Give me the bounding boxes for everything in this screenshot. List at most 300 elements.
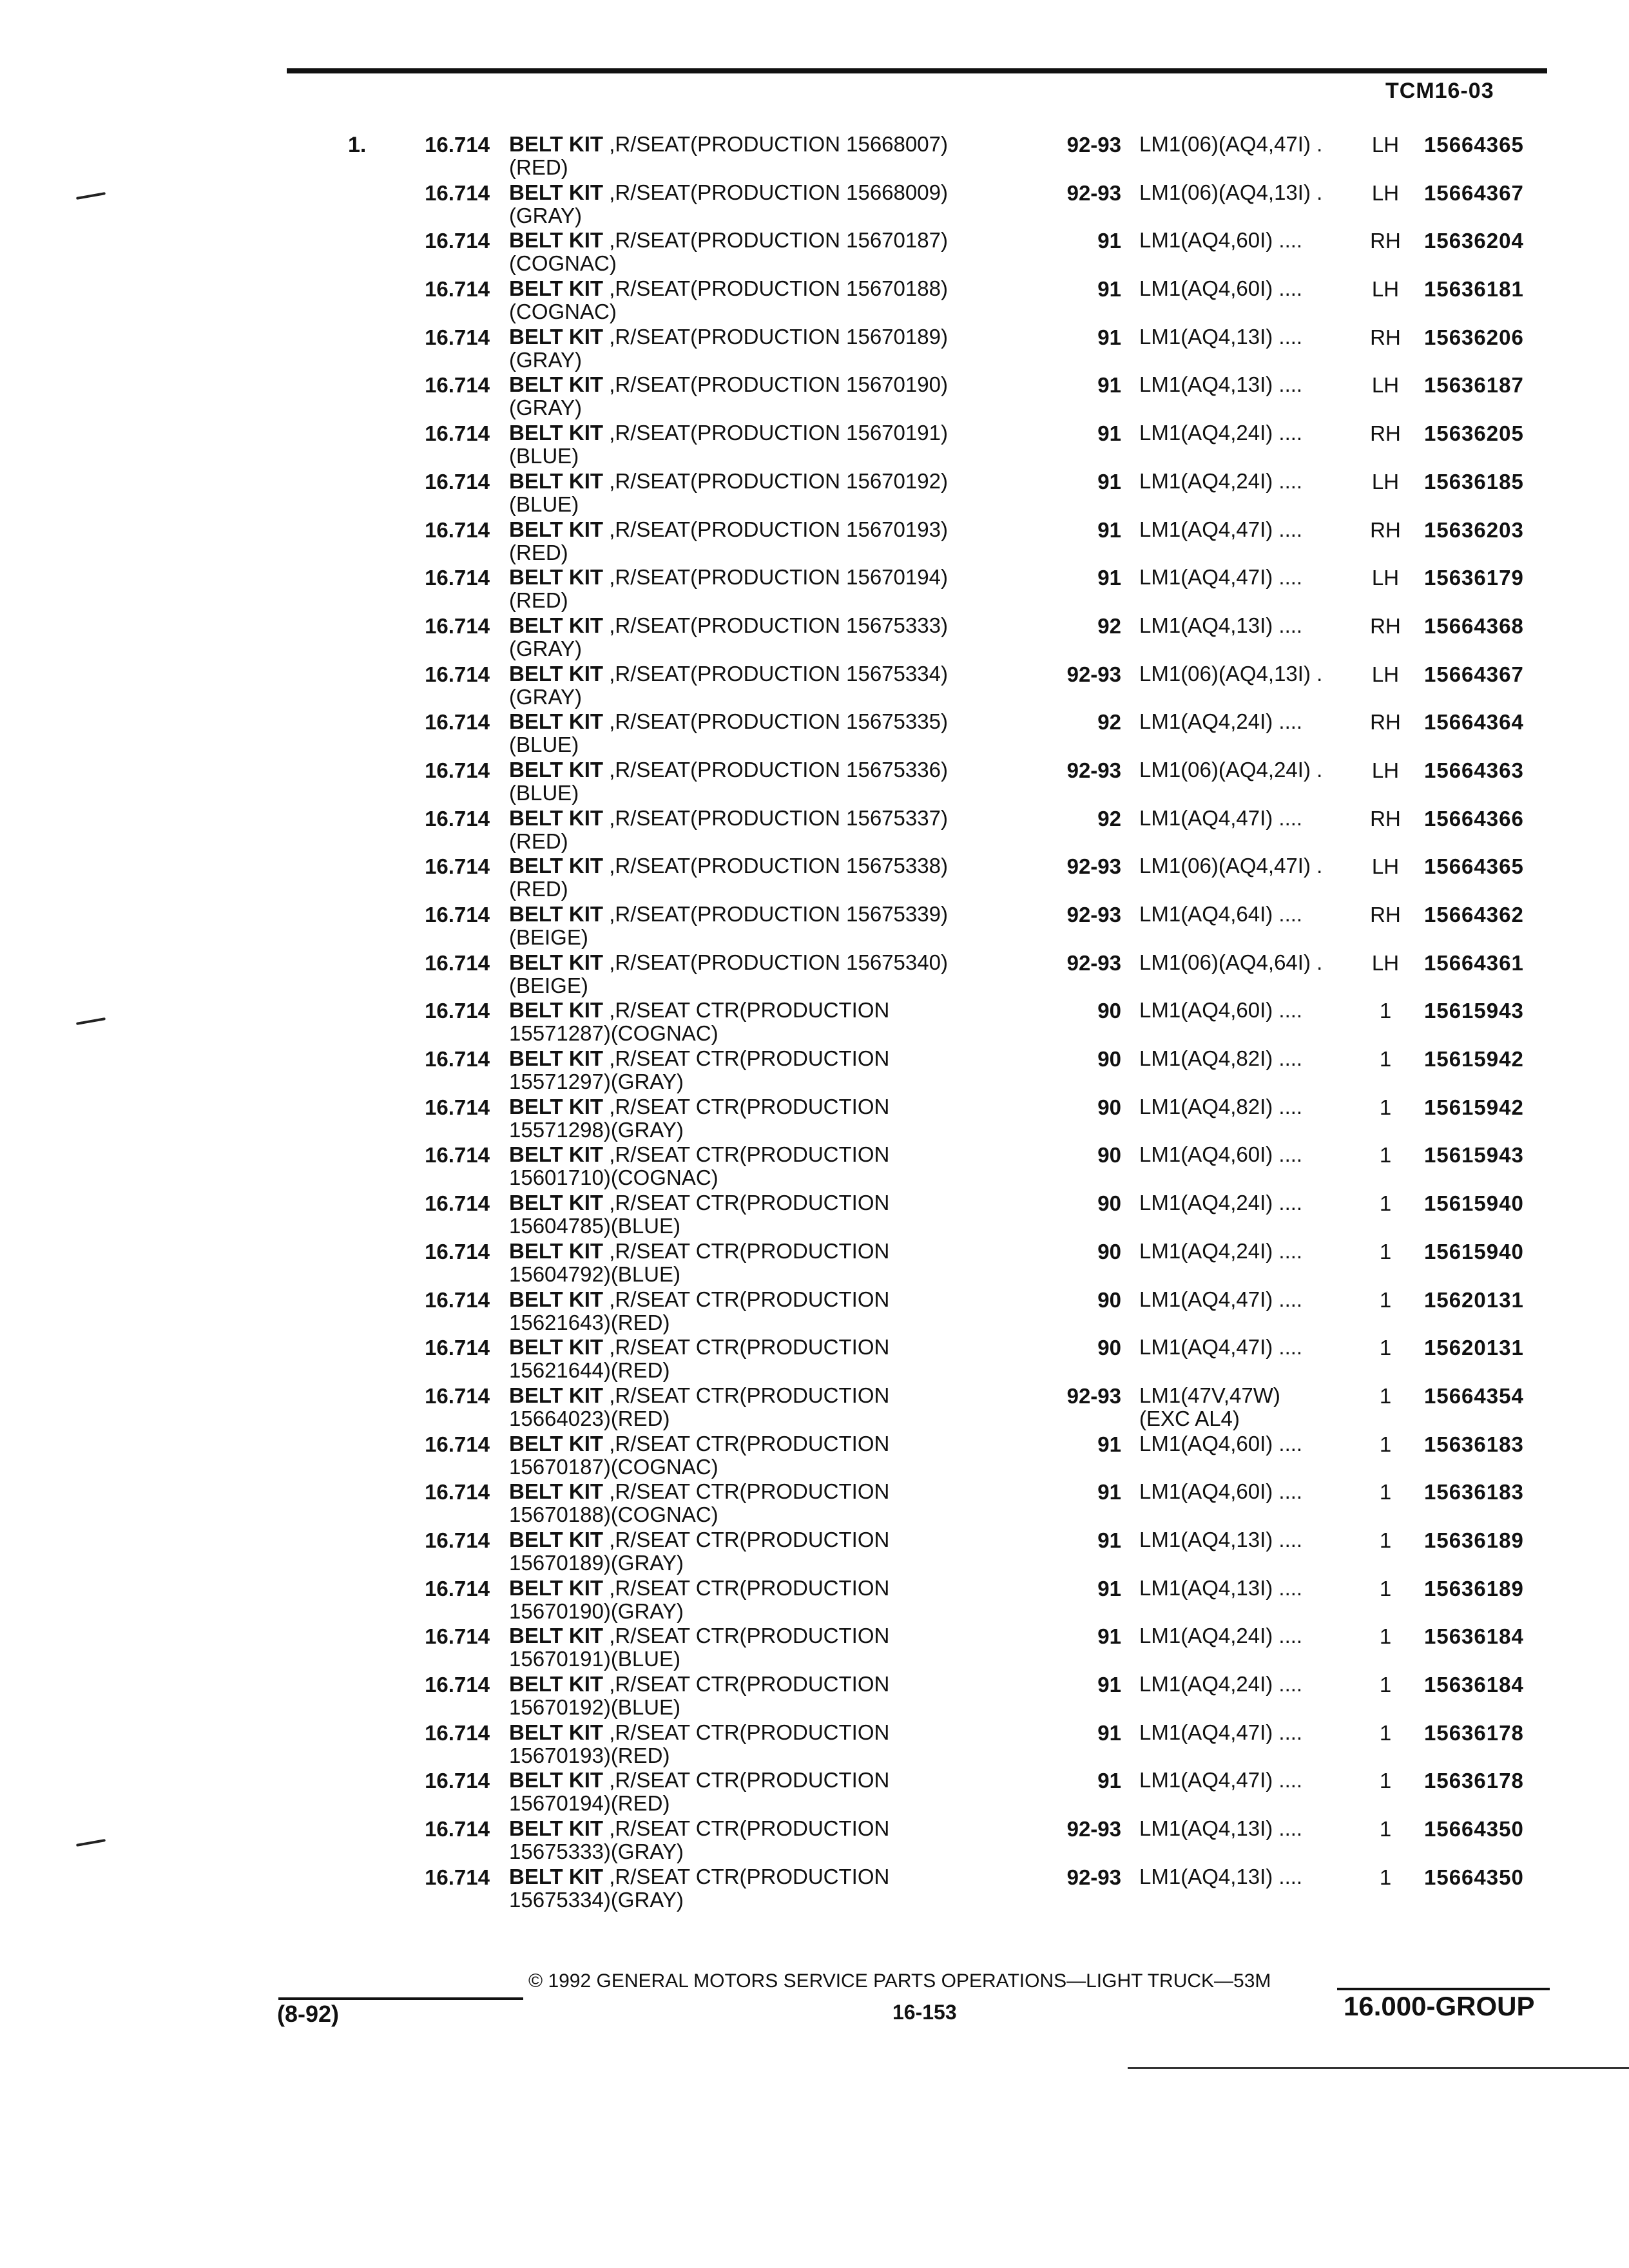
part-detail-continued: (GRAY) xyxy=(509,684,583,709)
quantity: LH xyxy=(1371,854,1400,879)
part-number: 15636181 xyxy=(1424,277,1524,302)
usage-code xyxy=(1139,1673,1358,1696)
quantity: LH xyxy=(1371,180,1400,205)
table-row xyxy=(0,995,1629,1046)
quantity: 1 xyxy=(1379,1383,1392,1408)
part-detail: ,R/SEAT CTR(PRODUCTION xyxy=(609,998,890,1023)
table-row xyxy=(0,1236,1629,1284)
bottom-rule xyxy=(1128,2067,1629,2069)
group-number: 16.714 xyxy=(425,1432,490,1456)
part-detail: ,R/SEAT(PRODUCTION 15668007) xyxy=(609,132,948,156)
part-detail: ,R/SEAT CTR(PRODUCTION xyxy=(609,1335,890,1360)
usage-line: LM1(AQ4,60I) .... xyxy=(1139,228,1303,253)
group-number: 16.714 xyxy=(425,1336,490,1360)
table-row xyxy=(0,610,1629,658)
item-index: 1. xyxy=(348,133,367,157)
group-number: 16.714 xyxy=(425,710,490,735)
group-number: 16.714 xyxy=(425,758,490,782)
part-detail-continued: (GRAY) xyxy=(509,636,583,660)
part-name: BELT KIT xyxy=(509,1142,604,1167)
table-row xyxy=(0,466,1629,514)
group-number: 16.714 xyxy=(425,1143,490,1168)
top-rule xyxy=(287,68,1547,73)
table-row xyxy=(0,273,1629,322)
group-number: 16.714 xyxy=(425,806,490,831)
quantity: 1 xyxy=(1379,1624,1392,1649)
model-years: 91 xyxy=(1097,1720,1121,1745)
quantity: LH xyxy=(1371,373,1400,398)
group-number: 16.714 xyxy=(425,1576,490,1600)
part-detail: ,R/SEAT CTR(PRODUCTION xyxy=(609,1142,890,1167)
part-number: 15664363 xyxy=(1424,758,1524,782)
usage-code xyxy=(1139,710,1358,733)
part-detail-continued: 15670187)(COGNAC) xyxy=(509,1454,718,1479)
part-number: 15615943 xyxy=(1424,999,1524,1023)
group-number: 16.714 xyxy=(425,1191,490,1216)
part-detail-continued: (BLUE) xyxy=(509,444,579,468)
part-number: 15636206 xyxy=(1424,325,1524,349)
usage-code xyxy=(1139,1817,1358,1840)
part-name: BELT KIT xyxy=(509,1575,604,1600)
part-name: BELT KIT xyxy=(509,1094,604,1119)
part-detail-continued: 15601710)(COGNAC) xyxy=(509,1166,718,1190)
table-row xyxy=(0,1765,1629,1816)
part-name: BELT KIT xyxy=(509,1431,604,1456)
part-number: 15615942 xyxy=(1424,1047,1524,1072)
group-number: 16.714 xyxy=(425,1287,490,1312)
model-years: 90 xyxy=(1097,1095,1121,1119)
part-detail: ,R/SEAT CTR(PRODUCTION xyxy=(609,1287,890,1311)
part-name: BELT KIT xyxy=(509,180,604,204)
table-row xyxy=(0,803,1629,851)
part-name: BELT KIT xyxy=(509,1383,604,1407)
group-number: 16.714 xyxy=(425,1047,490,1072)
part-detail: ,R/SEAT CTR(PRODUCTION xyxy=(609,1720,890,1744)
table-row xyxy=(0,1669,1629,1717)
usage-code xyxy=(1139,1865,1358,1888)
part-detail: ,R/SEAT(PRODUCTION 15670191) xyxy=(609,421,948,445)
part-detail-continued: (COGNAC) xyxy=(509,300,617,324)
group-number: 16.714 xyxy=(425,229,490,253)
model-years: 91 xyxy=(1097,566,1121,590)
usage-line: LM1(06)(AQ4,24I) . xyxy=(1139,757,1323,782)
usage-line: LM1(AQ4,82I) .... xyxy=(1139,1094,1303,1119)
model-years: 92-93 xyxy=(1066,1865,1121,1889)
model-years: 90 xyxy=(1097,1191,1121,1216)
table-row xyxy=(0,369,1629,418)
usage-line: LM1(AQ4,24I) .... xyxy=(1139,709,1303,734)
part-name: BELT KIT xyxy=(509,1238,604,1263)
group-number: 16.714 xyxy=(425,999,490,1023)
part-detail: ,R/SEAT(PRODUCTION 15670192) xyxy=(609,468,948,493)
part-description xyxy=(509,421,1025,468)
model-years: 91 xyxy=(1097,1528,1121,1552)
part-detail-continued: 15571298)(GRAY) xyxy=(509,1117,684,1142)
group-number: 16.714 xyxy=(425,950,490,975)
part-number: 15664350 xyxy=(1424,1817,1524,1841)
table-row xyxy=(0,1043,1629,1094)
part-name: BELT KIT xyxy=(509,517,604,541)
model-years: 92-93 xyxy=(1066,1817,1121,1841)
part-name: BELT KIT xyxy=(509,1816,604,1841)
quantity: LH xyxy=(1371,277,1400,302)
table-row xyxy=(0,1380,1629,1428)
model-years: 90 xyxy=(1097,999,1121,1023)
part-detail-continued: (RED) xyxy=(509,829,568,853)
part-detail-continued: (RED) xyxy=(509,540,568,564)
table-row xyxy=(0,947,1629,995)
group-number: 16.714 xyxy=(425,277,490,302)
usage-code xyxy=(1139,999,1358,1022)
footer-rule-right xyxy=(1337,1988,1550,1990)
part-number: 15664364 xyxy=(1424,710,1524,735)
usage-code xyxy=(1139,951,1358,974)
usage-code xyxy=(1139,1721,1358,1744)
group-number: 16.714 xyxy=(425,1095,490,1119)
part-description xyxy=(509,807,1025,853)
part-detail: ,R/SEAT(PRODUCTION 15675335) xyxy=(609,709,948,734)
part-detail-continued: (BLUE) xyxy=(509,492,579,516)
part-name: BELT KIT xyxy=(509,1624,604,1648)
part-detail-continued: (GRAY) xyxy=(509,203,583,227)
part-description xyxy=(509,1865,1025,1912)
model-years: 92-93 xyxy=(1066,1383,1121,1408)
part-description xyxy=(509,1817,1025,1863)
part-number: 15615942 xyxy=(1424,1095,1524,1119)
usage-code xyxy=(1139,614,1358,637)
quantity: 1 xyxy=(1379,1336,1392,1360)
usage-code xyxy=(1139,854,1358,878)
model-years: 92-93 xyxy=(1066,950,1121,975)
part-name: BELT KIT xyxy=(509,565,604,590)
part-description xyxy=(509,1432,1025,1479)
model-years: 92-93 xyxy=(1066,758,1121,782)
quantity: 1 xyxy=(1379,1673,1392,1696)
part-detail: ,R/SEAT CTR(PRODUCTION xyxy=(609,1672,890,1696)
part-number: 15620131 xyxy=(1424,1287,1524,1312)
usage-line: LM1(AQ4,60I) .... xyxy=(1139,1142,1303,1167)
model-years: 92-93 xyxy=(1066,133,1121,157)
group-number: 16.714 xyxy=(425,1769,490,1793)
part-detail-continued: 15621643)(RED) xyxy=(509,1310,670,1334)
part-detail-continued: 15670190)(GRAY) xyxy=(509,1599,684,1623)
usage-line: LM1(AQ4,47I) .... xyxy=(1139,1287,1303,1311)
part-detail-continued: 15675334)(GRAY) xyxy=(509,1887,684,1912)
group-number: 16.714 xyxy=(425,325,490,349)
usage-line: LM1(AQ4,24I) .... xyxy=(1139,1624,1303,1648)
part-name: BELT KIT xyxy=(509,757,604,782)
model-years: 91 xyxy=(1097,277,1121,302)
part-number: 15636185 xyxy=(1424,469,1524,494)
group-number: 16.714 xyxy=(425,1239,490,1264)
model-years: 92 xyxy=(1097,710,1121,735)
part-detail-continued: 15670192)(BLUE) xyxy=(509,1695,680,1719)
part-description xyxy=(509,566,1025,612)
part-detail: ,R/SEAT(PRODUCTION 15670189) xyxy=(609,324,948,349)
part-description xyxy=(509,325,1025,372)
quantity: RH xyxy=(1370,229,1401,253)
part-detail: ,R/SEAT(PRODUCTION 15675334) xyxy=(609,661,948,686)
part-detail: ,R/SEAT CTR(PRODUCTION xyxy=(609,1768,890,1792)
part-name: BELT KIT xyxy=(509,1046,604,1071)
part-number: 15636187 xyxy=(1424,373,1524,398)
part-number: 15636178 xyxy=(1424,1720,1524,1745)
part-description xyxy=(509,1240,1025,1286)
usage-code xyxy=(1139,470,1358,493)
part-detail: ,R/SEAT CTR(PRODUCTION xyxy=(609,1527,890,1552)
part-description xyxy=(509,710,1025,756)
part-detail: ,R/SEAT CTR(PRODUCTION xyxy=(609,1624,890,1648)
model-years: 92 xyxy=(1097,613,1121,638)
table-row xyxy=(0,1524,1629,1573)
table-row xyxy=(0,1284,1629,1332)
usage-line: LM1(AQ4,24I) .... xyxy=(1139,1238,1303,1263)
part-detail: ,R/SEAT(PRODUCTION 15670193) xyxy=(609,517,948,541)
quantity: 1 xyxy=(1379,1287,1392,1312)
part-name: BELT KIT xyxy=(509,228,604,253)
usage-code xyxy=(1139,1432,1358,1456)
part-number: 15664367 xyxy=(1424,662,1524,686)
usage-line-continued: (EXC AL4) xyxy=(1139,1406,1240,1430)
usage-code xyxy=(1139,325,1358,349)
model-years: 91 xyxy=(1097,229,1121,253)
usage-code xyxy=(1139,133,1358,156)
part-detail: ,R/SEAT(PRODUCTION 15675337) xyxy=(609,805,948,830)
table-row xyxy=(0,1332,1629,1383)
group-number: 16.714 xyxy=(425,566,490,590)
usage-code xyxy=(1139,1095,1358,1119)
part-detail-continued: (BLUE) xyxy=(509,780,579,805)
usage-code xyxy=(1139,1240,1358,1263)
part-detail-continued: (BEIGE) xyxy=(509,925,588,949)
model-years: 90 xyxy=(1097,1143,1121,1168)
page-number: 16-153 xyxy=(892,2001,957,2024)
usage-code xyxy=(1139,1480,1358,1503)
model-years: 92-93 xyxy=(1066,662,1121,686)
part-detail-continued: (BEIGE) xyxy=(509,973,588,997)
part-description xyxy=(509,518,1025,564)
usage-code xyxy=(1139,1624,1358,1648)
usage-line: LM1(AQ4,60I) .... xyxy=(1139,276,1303,301)
part-detail: ,R/SEAT(PRODUCTION 15670187) xyxy=(609,228,948,253)
group-number: 16.714 xyxy=(425,1528,490,1552)
part-detail: ,R/SEAT CTR(PRODUCTION xyxy=(609,1816,890,1841)
part-detail-continued: 15621644)(RED) xyxy=(509,1358,670,1383)
model-years: 91 xyxy=(1097,373,1121,398)
quantity: 1 xyxy=(1379,1769,1392,1793)
part-number: 15636205 xyxy=(1424,421,1524,446)
part-detail-continued: 15675333)(GRAY) xyxy=(509,1840,684,1864)
part-name: BELT KIT xyxy=(509,1527,604,1552)
quantity: LH xyxy=(1371,758,1400,782)
group-number: 16.714 xyxy=(425,1865,490,1889)
model-years: 91 xyxy=(1097,421,1121,446)
usage-line: LM1(06)(AQ4,64I) . xyxy=(1139,950,1323,974)
quantity: RH xyxy=(1370,613,1401,638)
quantity: LH xyxy=(1371,133,1400,157)
part-detail: ,R/SEAT CTR(PRODUCTION xyxy=(609,1479,890,1504)
part-detail-continued: (RED) xyxy=(509,155,568,179)
quantity: RH xyxy=(1370,806,1401,831)
part-name: BELT KIT xyxy=(509,1672,604,1696)
part-number: 15636183 xyxy=(1424,1480,1524,1504)
part-name: BELT KIT xyxy=(509,1479,604,1504)
quantity: 1 xyxy=(1379,1817,1392,1841)
model-years: 91 xyxy=(1097,1432,1121,1456)
part-name: BELT KIT xyxy=(509,276,604,301)
usage-code xyxy=(1139,181,1358,204)
table-row xyxy=(0,1428,1629,1477)
copyright-text: © 1992 GENERAL MOTORS SERVICE PARTS OPERATIONS—LIGHT TRUCK—53M xyxy=(528,1970,1271,1992)
part-description xyxy=(509,662,1025,709)
usage-line: LM1(AQ4,24I) .... xyxy=(1139,1672,1303,1696)
usage-line: LM1(06)(AQ4,47I) . xyxy=(1139,854,1323,878)
group-number: 16.714 xyxy=(425,613,490,638)
model-years: 90 xyxy=(1097,1239,1121,1264)
part-description xyxy=(509,1528,1025,1575)
part-number: 15620131 xyxy=(1424,1336,1524,1360)
usage-code xyxy=(1139,421,1358,445)
usage-code xyxy=(1139,277,1358,300)
part-detail-continued: (GRAY) xyxy=(509,396,583,420)
part-name: BELT KIT xyxy=(509,613,604,637)
part-detail: ,R/SEAT(PRODUCTION 15675333) xyxy=(609,613,948,637)
usage-code xyxy=(1139,518,1358,541)
part-detail-continued: (RED) xyxy=(509,877,568,901)
group-number: 16.714 xyxy=(425,1624,490,1649)
parts-list xyxy=(0,129,1629,1912)
part-detail: ,R/SEAT(PRODUCTION 15670190) xyxy=(609,372,948,397)
part-detail-continued: 15604792)(BLUE) xyxy=(509,1262,680,1286)
group-number: 16.714 xyxy=(425,373,490,398)
part-description xyxy=(509,1047,1025,1093)
usage-line: LM1(AQ4,47I) .... xyxy=(1139,565,1303,590)
part-number: 15636184 xyxy=(1424,1673,1524,1696)
quantity: 1 xyxy=(1379,1143,1392,1168)
model-years: 91 xyxy=(1097,325,1121,349)
part-detail-continued: (COGNAC) xyxy=(509,251,617,276)
part-number: 15664366 xyxy=(1424,806,1524,831)
usage-code xyxy=(1139,1191,1358,1215)
table-row xyxy=(0,1573,1629,1621)
table-row xyxy=(0,1813,1629,1864)
quantity: 1 xyxy=(1379,1095,1392,1119)
usage-line: LM1(AQ4,13I) .... xyxy=(1139,1864,1303,1888)
usage-line: LM1(AQ4,47I) .... xyxy=(1139,1720,1303,1744)
part-name: BELT KIT xyxy=(509,1287,604,1311)
model-years: 91 xyxy=(1097,469,1121,494)
part-number: 15636204 xyxy=(1424,229,1524,253)
part-detail-continued: 15670188)(COGNAC) xyxy=(509,1503,718,1527)
model-years: 91 xyxy=(1097,1480,1121,1504)
quantity: 1 xyxy=(1379,1480,1392,1504)
part-name: BELT KIT xyxy=(509,854,604,878)
part-number: 15664365 xyxy=(1424,854,1524,879)
usage-code xyxy=(1139,1528,1358,1552)
part-detail: ,R/SEAT CTR(PRODUCTION xyxy=(609,1383,890,1407)
quantity: LH xyxy=(1371,662,1400,686)
part-name: BELT KIT xyxy=(509,805,604,830)
usage-line: LM1(AQ4,47I) .... xyxy=(1139,517,1303,541)
quantity: 1 xyxy=(1379,1191,1392,1216)
part-description xyxy=(509,181,1025,227)
footer-rule-left xyxy=(278,1997,523,2000)
model-years: 92-93 xyxy=(1066,854,1121,879)
part-detail-continued: 15604785)(BLUE) xyxy=(509,1214,680,1238)
usage-code xyxy=(1139,566,1358,589)
part-number: 15636189 xyxy=(1424,1576,1524,1600)
part-detail: ,R/SEAT(PRODUCTION 15670194) xyxy=(609,565,948,590)
quantity: 1 xyxy=(1379,1239,1392,1264)
model-years: 91 xyxy=(1097,1624,1121,1649)
part-name: BELT KIT xyxy=(509,1191,604,1215)
part-description xyxy=(509,1673,1025,1719)
part-number: 15615940 xyxy=(1424,1191,1524,1216)
part-name: BELT KIT xyxy=(509,661,604,686)
model-years: 92-93 xyxy=(1066,180,1121,205)
part-name: BELT KIT xyxy=(509,998,604,1023)
usage-line: LM1(AQ4,13I) .... xyxy=(1139,324,1303,349)
part-number: 15636179 xyxy=(1424,566,1524,590)
quantity: RH xyxy=(1370,325,1401,349)
part-detail: ,R/SEAT CTR(PRODUCTION xyxy=(609,1191,890,1215)
usage-line: LM1(AQ4,60I) .... xyxy=(1139,998,1303,1023)
quantity: LH xyxy=(1371,950,1400,975)
usage-code xyxy=(1139,229,1358,252)
usage-line: LM1(AQ4,13I) .... xyxy=(1139,1816,1303,1841)
part-description xyxy=(509,1095,1025,1142)
table-row xyxy=(0,418,1629,466)
quantity: RH xyxy=(1370,903,1401,927)
model-years: 92-93 xyxy=(1066,903,1121,927)
table-row xyxy=(0,225,1629,276)
table-row xyxy=(0,1717,1629,1765)
group-number: 16.714 xyxy=(425,854,490,879)
part-detail: ,R/SEAT CTR(PRODUCTION xyxy=(609,1864,890,1888)
part-name: BELT KIT xyxy=(509,468,604,493)
part-detail: ,R/SEAT CTR(PRODUCTION xyxy=(609,1575,890,1600)
group-number: 16.714 xyxy=(425,469,490,494)
model-years: 91 xyxy=(1097,517,1121,542)
group-number: 16.714 xyxy=(425,662,490,686)
group-number: 16.714 xyxy=(425,1383,490,1408)
part-name: BELT KIT xyxy=(509,324,604,349)
usage-code xyxy=(1139,1288,1358,1311)
part-number: 15664365 xyxy=(1424,133,1524,157)
part-number: 15636183 xyxy=(1424,1432,1524,1456)
usage-code xyxy=(1139,1047,1358,1070)
table-row xyxy=(0,850,1629,899)
part-name: BELT KIT xyxy=(509,132,604,156)
usage-code xyxy=(1139,1769,1358,1792)
catalog-code: TCM16-03 xyxy=(1385,79,1494,103)
part-detail-continued: (GRAY) xyxy=(509,347,583,372)
group-number: 16.714 xyxy=(425,180,490,205)
part-description xyxy=(509,951,1025,997)
part-number: 15664354 xyxy=(1424,1383,1524,1408)
part-name: BELT KIT xyxy=(509,902,604,926)
quantity: RH xyxy=(1370,421,1401,446)
table-row xyxy=(0,1620,1629,1669)
group-number: 16.714 xyxy=(425,1480,490,1504)
part-description xyxy=(509,1143,1025,1189)
usage-line: LM1(AQ4,24I) .... xyxy=(1139,421,1303,445)
table-row xyxy=(0,1187,1629,1236)
quantity: LH xyxy=(1371,469,1400,494)
part-name: BELT KIT xyxy=(509,1335,604,1360)
part-detail-continued: 15571297)(GRAY) xyxy=(509,1070,684,1094)
usage-line: LM1(AQ4,13I) .... xyxy=(1139,1575,1303,1600)
